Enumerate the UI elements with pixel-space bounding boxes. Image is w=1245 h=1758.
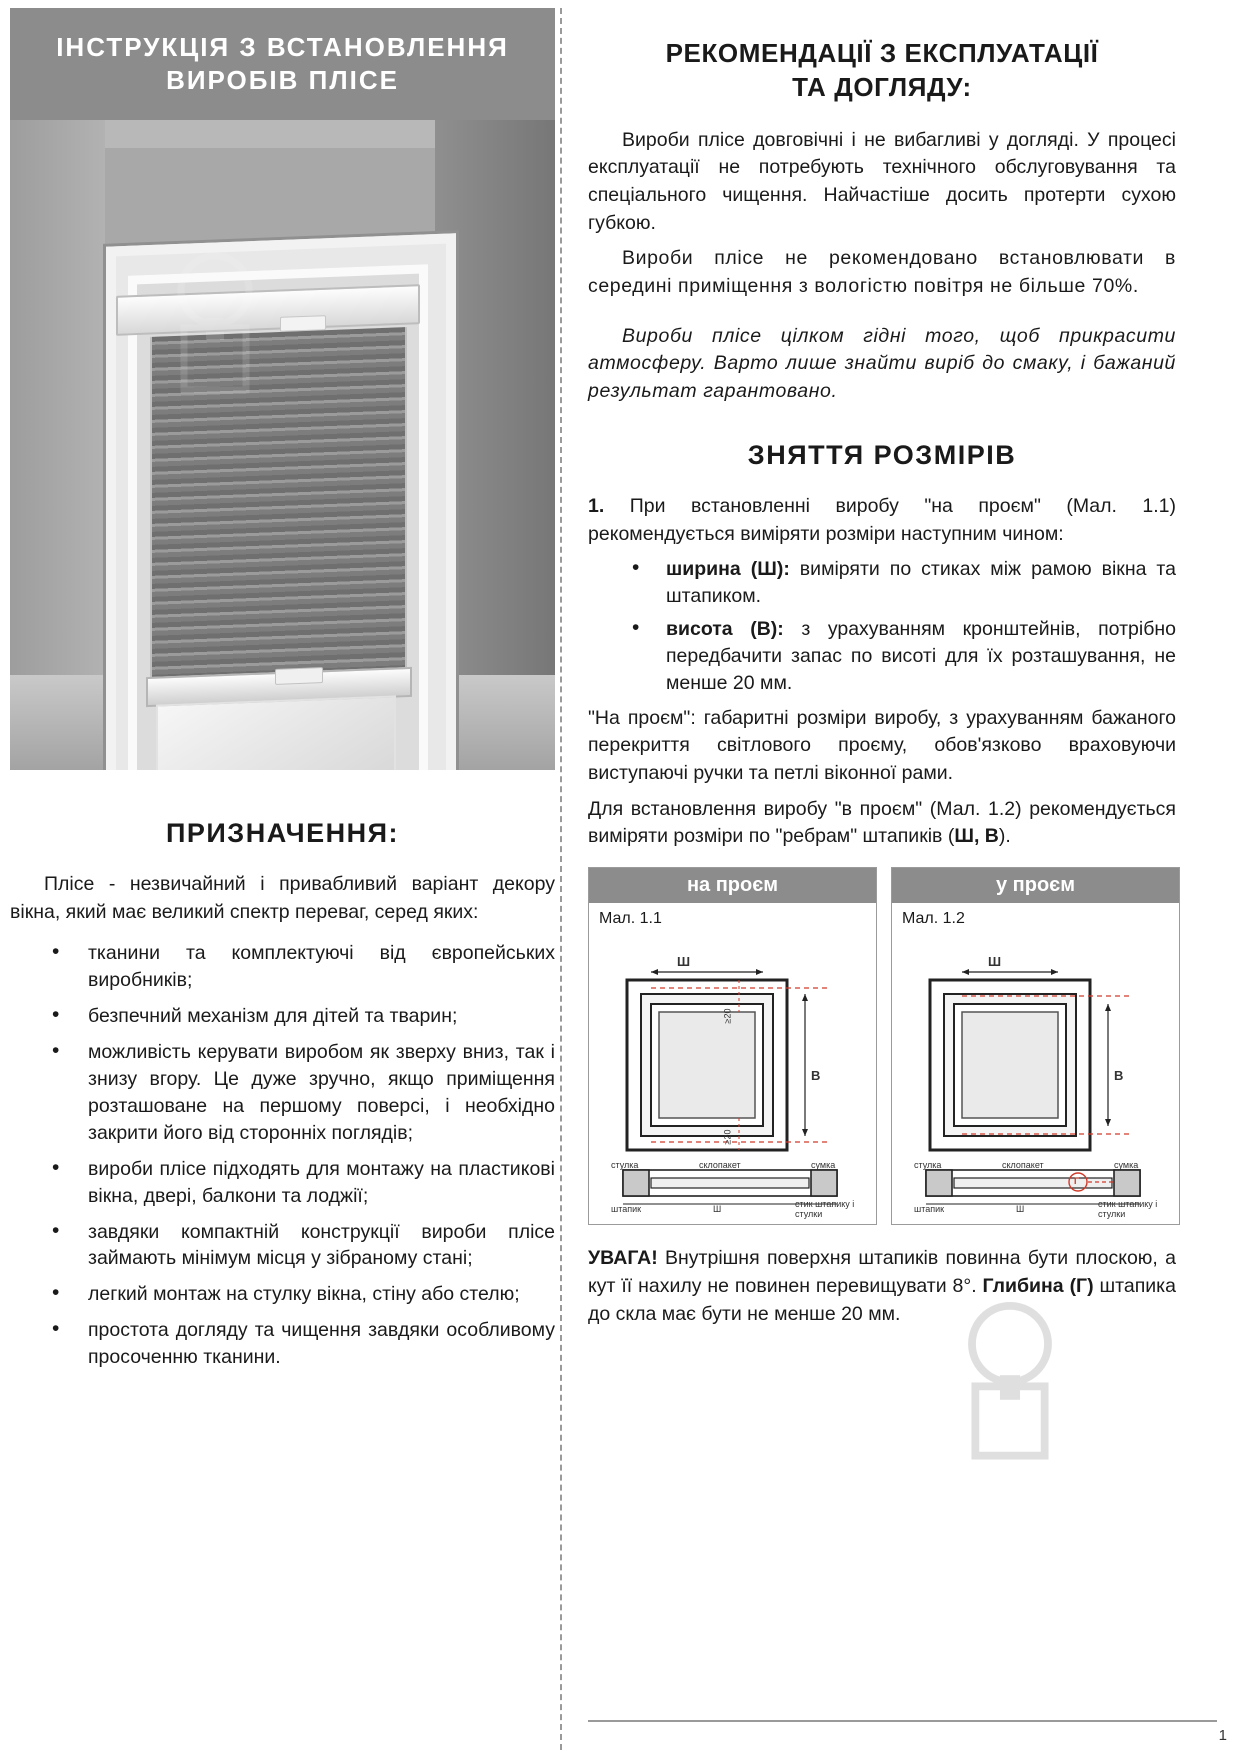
figure-2-height-mark: В [1114,1068,1124,1084]
measurement-body [588,493,1176,548]
figure-1-header: на проєм [589,868,876,903]
list-item [588,616,1176,697]
figure-1-note-bottom-right: стик штапику і стулки [795,1199,855,1220]
photo-pleated-fabric [150,327,407,677]
list-item: • можливість керувати виробом як зверху вниз, так і знизу вгору. Це дуже зручно, якщо приміщення розташоване на першому поверсі, і необхідно закрити його від сторонніх поглядів; [10,1039,555,1147]
figure-1-note-left: стулка [611,1160,639,1171]
list-item: • простота догляду та чищення завдяки особливому просоченню тканини. [10,1317,555,1371]
window-cross-section-diagram-2 [892,928,1179,1218]
measurement-paragraph-1 [588,493,1176,548]
warning-label: УВАГА! [588,1247,658,1270]
figure-u-proem [891,867,1180,1225]
list-item [588,556,1176,610]
figure-2-note-left: стулка [914,1160,942,1171]
figure-1-note-bottom-center: Ш [713,1204,722,1215]
purpose-body [10,871,555,926]
measurement-bullet-list [588,556,1176,697]
figure-2-label: Мал. 1.2 [902,910,965,928]
figure-2-header: у проєм [892,868,1179,903]
list-item: • вироби плісе підходять для монтажу на пластикові вікна, двері, балкони та лоджії; [10,1156,555,1210]
measure-bullet-1-text: з урахуванням кронштейнів, потрібно передбачити запас по висоті для їх розташування, не менше 20 мм. [666,618,1176,694]
right-column [588,36,1176,1328]
photo-wall-left [10,120,105,770]
measurement-body-2 [588,705,1176,851]
figure-1-width-mark: Ш [677,954,691,970]
left-column [10,8,555,1748]
care-heading-line-2: ТА ДОГЛЯДУ: [792,72,972,103]
figure-2-note-bottom-center: Ш [1016,1204,1025,1215]
figure-1-note-bottom-left: штапик [611,1204,642,1215]
warning-text-b: штапика до скла має бути не менше 20 мм. [588,1274,1176,1325]
warning-block [588,1245,1176,1328]
care-paragraph-1: Вироби плісе довговічні і не вибагливі у догляді. У процесі експлуатації не потребують технічного обслуговування та спеціального чищення. Найчастіше досить протерти сухою губкою. [588,128,1176,234]
footer-rule [588,1720,1217,1722]
figure-na-proem [588,867,877,1225]
figure-1-label: Мал. 1.1 [599,910,662,928]
photo-bottom-handle [275,667,323,685]
document-title-band [10,8,555,120]
care-heading-line-1: РЕКОМЕНДАЦІЇ З ЕКСПЛУАТАЦІЇ [665,38,1099,68]
figure-1-canvas [589,928,876,1224]
list-item: • безпечний механізм для дітей та тварин; [10,1003,555,1030]
list-item: • завдяки компактній конструкції вироби плісе займають мінімум місця у зібраному стані; [10,1219,555,1273]
figure-1-note-right: сумка [811,1160,836,1171]
photo-top-handle [280,315,326,332]
photo-glass [156,695,396,770]
purpose-intro: Плісе - незвичайний і привабливий варіант декору вікна, який має великий спектр переваг, серед яких: [10,873,555,923]
measurement-paragraph-3-b: Ш, В [954,825,999,848]
measurement-paragraph-3 [588,796,1176,851]
figure-2-angle-mark: Г [1074,1176,1080,1187]
measurement-paragraph-3-c: ). [998,825,1011,848]
measurement-heading: ЗНЯТТЯ РОЗМІРІВ [747,439,1017,470]
list-item: • легкий монтаж на стулку вікна, стіну або стелю; [10,1281,555,1308]
figure-1-gap-bottom: ≥20 [722,1129,733,1145]
measure-bullet-1-label: висота (В): [666,618,784,640]
figure-1-height-mark: В [811,1068,821,1084]
page-number: 1 [1218,1727,1227,1744]
care-heading [588,36,1176,105]
list-item: • тканини та комплектуючі від європейських виробників; [10,940,555,994]
care-paragraph-3: Вироби плісе цілком гідні того, щоб прикрасити атмосферу. Варто лише знайти виріб до смаку, і бажаний результат гарантовано. [588,324,1176,403]
warning-text-a: Внутрішня поверхня штапиків повинна бути плоскою, а кут її нахилу не повинен перевищувати 8°. [588,1247,1176,1297]
measurement-paragraph-2: "На проєм": габаритні розміри виробу, з урахуванням бажаного перекриття світлового проєму, обов'язково враховуючи виступаючі ручки та петлі віконної рами. [588,706,1176,785]
measurement-paragraph-1-text: При встановленні виробу "на проєм" (Мал. 1.1) рекомендується виміряти розміри наступним чином: [588,494,1176,545]
title-line-1: ІНСТРУКЦІЯ З ВСТАНОВЛЕННЯ [56,31,509,62]
care-paragraph-2: Вироби плісе не рекомендовано встановлювати в середині приміщення з вологістю повітря не більше 70%. [588,247,1176,298]
window-cross-section-diagram-1 [589,928,876,1218]
figure-1-note-glass: склопакет [699,1160,741,1171]
figure-1-gap-top: ≥20 [722,1008,733,1024]
measurement-paragraph-1-number: 1. [588,494,605,517]
figure-2-canvas [892,928,1179,1224]
warning-bold: Глибина (Г) [982,1274,1094,1297]
purpose-heading: ПРИЗНАЧЕННЯ: [165,818,400,848]
care-body [588,127,1176,406]
figure-row [588,867,1176,1225]
measure-bullet-0-text: виміряти по стиках між рамою вікна та штапиком. [666,558,1176,608]
purpose-bullet-list [10,940,555,1371]
figure-2-note-bottom-right: стик штапику і стулки [1098,1199,1158,1220]
figure-2-note-right: сумка [1114,1160,1139,1171]
figure-2-width-mark: Ш [988,954,1002,970]
measure-bullet-0-label: ширина (Ш): [666,558,790,581]
product-photo [10,120,555,770]
column-divider [560,8,562,1750]
title-line-2: ВИРОБІВ ПЛІСЕ [166,65,399,95]
figure-2-note-bottom-left: штапик [914,1204,945,1215]
measurement-paragraph-3-a: Для встановлення виробу "в проєм" (Мал. 1.2) рекомендується виміряти розміри по "ребрам" штапиків ( [588,797,1176,848]
figure-2-note-glass: склопакет [1002,1160,1044,1171]
